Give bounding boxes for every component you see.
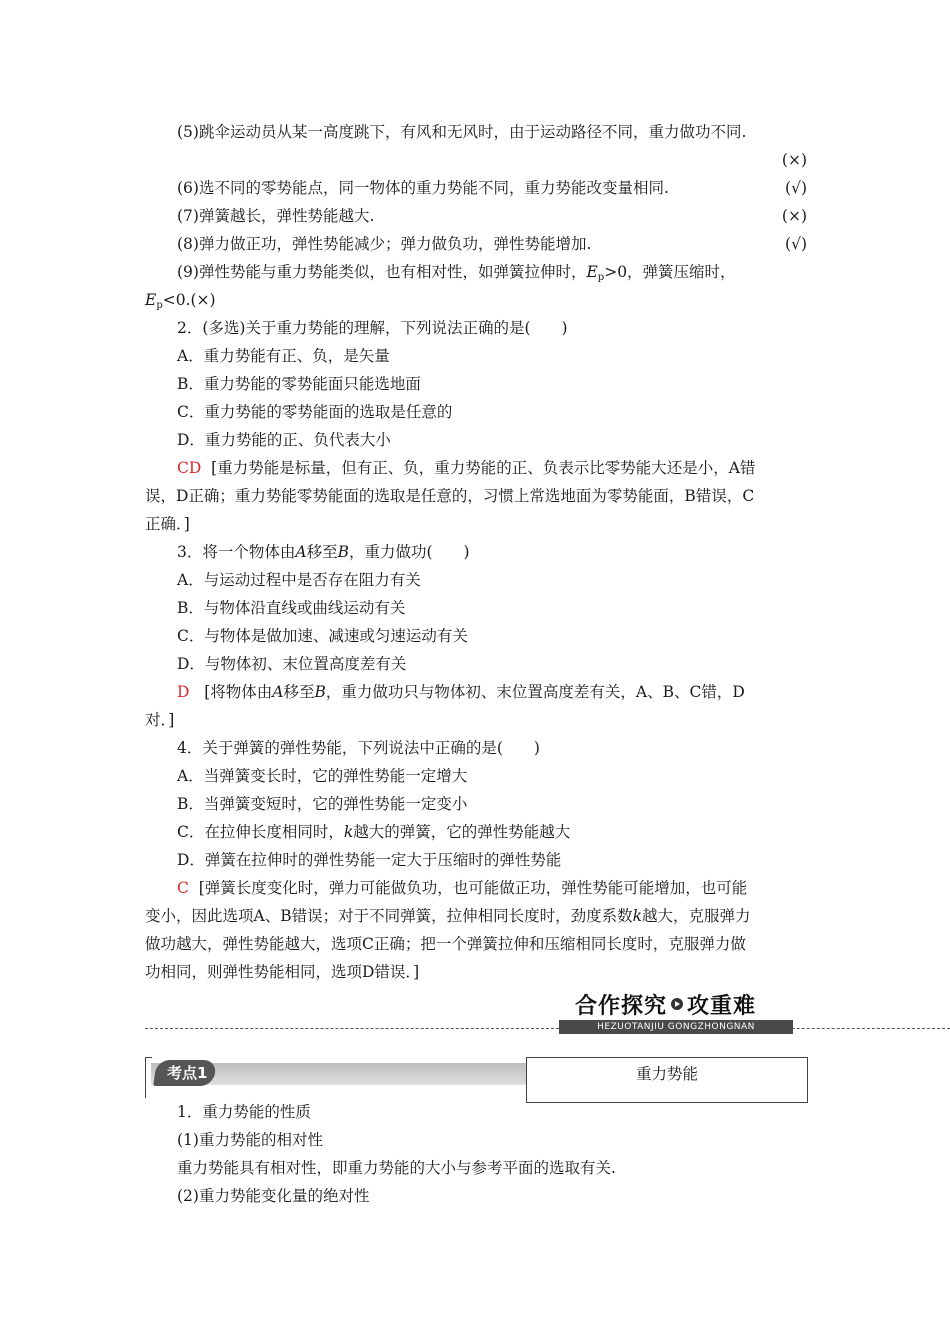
banner-subtitle: HEZUOTANJIU GONGZHONGNAN [559,1020,793,1034]
q4-option-a: A．当弹簧变长时，它的弹性势能一定增大 [177,767,468,785]
q9-line1 [177,262,807,285]
topic-label-tag [153,1060,217,1086]
banner-title-a: 合作探究 [575,993,668,1019]
q3-exp-point-a: A [272,683,284,701]
q6-mark: (√) [785,179,807,197]
q9-ep-symbol: E [586,263,598,281]
q3-stem-b: 移至 [306,543,338,561]
q2-explanation-line2: 误，D正确；重力势能零势能面的选取是任意的，习惯上常选地面为零势能面，B错误，C [145,487,755,505]
q3-point-b: B [337,543,349,561]
topic-label: 考点1 [167,1064,208,1082]
q8-mark: (√) [785,235,807,253]
q9-line2 [145,290,807,313]
section-banner [145,990,950,1040]
q4-exp-2a: 变小，因此选项A、B错误；对于不同弹簧，拉伸相同长度时，劲度系数 [145,907,633,925]
q2-answer: CD [177,459,202,477]
q6-text: (6)选不同的零势能点，同一物体的重力势能不同，重力势能改变量相同. [177,179,669,197]
q4-answer: C [177,879,189,897]
q2-option-a: A．重力势能有正、负，是矢量 [177,347,390,365]
q2-explanation-line3: 正确．] [145,515,190,533]
q3-exp-1a: [将物体由 [204,683,273,701]
q3-explanation-line2: 对．] [145,711,175,729]
q3-option-b: B．与物体沿直线或曲线运动有关 [177,599,406,617]
play-arrow-icon [671,998,683,1010]
q5-text: (5)跳伞运动员从某一高度跳下，有风和无风时，由于运动路径不同，重力做功不同. [177,123,747,141]
q4-exp-1: [弹簧长度变化时，弹力可能做负功，也可能做正功，弹性势能可能增加，也可能 [198,879,748,897]
q3-stem-c: ，重力做功( ) [348,543,470,561]
q4-stem: 4．关于弹簧的弹性势能，下列说法中正确的是( ) [177,739,540,757]
s2-line2: (1)重力势能的相对性 [177,1131,323,1149]
banner-title-b: 攻重难 [687,993,757,1019]
q4-explanation-line1 [177,878,807,898]
topic-title: 重力势能 [526,1057,808,1103]
q3-point-a: A [295,543,307,561]
q5-mark: (×) [781,151,807,169]
q2-stem: 2．(多选)关于重力势能的理解，下列说法正确的是( ) [177,319,568,337]
q4-option-c-a: C．在拉伸长度相同时， [177,823,344,841]
topic-bracket [145,1057,152,1098]
q3-exp-point-b: B [314,683,326,701]
q2-explanation-line1 [177,458,807,478]
q3-explanation-line1 [177,682,807,702]
q8-text: (8)弹力做正功，弹性势能减少；弹力做负功，弹性势能增加. [177,235,592,253]
q9-ep-sub: p [597,272,605,283]
q3-answer: D [177,683,190,701]
q3-exp-1b: 移至 [283,683,315,701]
q7-mark: (×) [781,207,807,225]
s2-line3: 重力势能具有相对性，即重力势能的大小与参考平面的选取有关. [177,1159,616,1177]
q4-explanation-line2 [145,906,807,926]
q2-option-b: B．重力势能的零势能面只能选地面 [177,375,421,393]
q3-option-a: A．与运动过程中是否存在阻力有关 [177,571,421,589]
topic-header [145,1057,807,1103]
q9-text-b: >0，弹簧压缩时， [604,263,736,281]
q4-explanation-line4: 功相同，则弹性势能相同，选项D错误．] [145,963,420,981]
q2-exp-1: [重力势能是标量，但有正、负，重力势能的正、负表示比零势能大还是小，A错 [211,459,756,477]
topic-label-area [145,1057,526,1103]
q3-stem-a: 3．将一个物体由 [177,543,296,561]
q4-explanation-line3: 做功越大，弹性势能越大，选项C正确；把一个弹簧拉伸和压缩相同长度时，克服弹力做 [145,935,746,953]
q4-option-c-b: 越大的弹簧，它的弹性势能越大 [353,823,571,841]
q9-ep-sub-2: p [156,300,163,311]
q3-stem [177,542,807,562]
banner-title [575,990,756,1018]
q7-text: (7)弹簧越长，弹性势能越大. [177,207,375,225]
q4-option-c [177,822,807,842]
q3-exp-1c: ，重力做功只与物体初、末位置高度差有关，A、B、C错，D [325,683,745,701]
q9-text-c: <0.(×) [162,291,216,309]
q3-option-d: D．与物体初、末位置高度差有关 [177,655,407,673]
q9-ep-symbol-2: E [145,291,157,309]
q4-exp-2b: 越大，克服弹力 [642,907,751,925]
s2-line1: 1．重力势能的性质 [177,1103,311,1121]
q9-text-a: (9)弹性势能与重力势能类似，也有相对性，如弹簧拉伸时， [177,263,587,281]
q4-option-b: B．当弹簧变短时，它的弹性势能一定变小 [177,795,468,813]
q2-option-d: D．重力势能的正、负代表大小 [177,431,391,449]
banner-dashed-rule [145,1028,950,1029]
q4-exp-k-symbol: k [632,907,642,925]
q4-k-symbol: k [343,823,354,841]
q3-option-c: C．与物体是做加速、减速或匀速运动有关 [177,627,468,645]
q2-option-c: C．重力势能的零势能面的选取是任意的 [177,403,453,421]
q4-option-d: D．弹簧在拉伸时的弹性势能一定大于压缩时的弹性势能 [177,851,562,869]
s2-line4: (2)重力势能变化量的绝对性 [177,1187,370,1205]
